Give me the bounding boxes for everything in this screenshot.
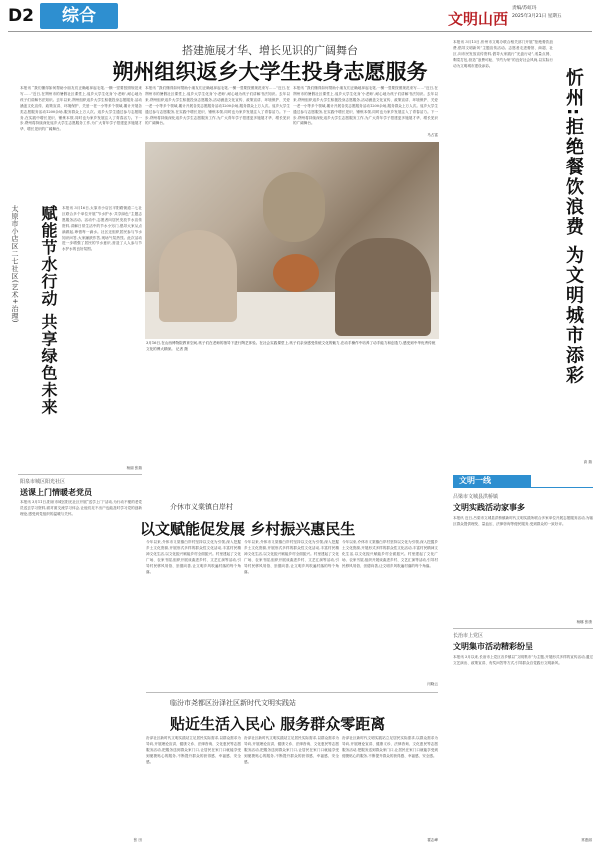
right-feature-title: 忻州:拒绝餐饮浪费 为文明城市添彩: [563, 68, 584, 386]
lead-byline: 马占富: [427, 133, 438, 137]
divider: [146, 692, 438, 693]
column-tag: 文明一线: [453, 475, 531, 487]
lead-body-col2: 本报讯 “我们懂得如何帮助小朋友们正确地拿起毛笔,一横一竖要按照规范来写……”近日,在朔州市的暑假社区课堂上,返乡大学生化身‘小老师’,耐心地为孩子们讲解书法知识。去年以来,朔州组织返乡大学生积极投身志愿服务,活动涵盖文化宣传、政策宣讲、环境保护、关爱一老一小等多个领域,累计开展各类志愿服务活动1200余场,服务群众上万人次。返乡大学生通过参与志愿服务,在实践中增长见识、锤炼本领,同时也为家乡发展注入了青春活力。下一步,朔州将持续深化返乡大学生志愿服务工作,为广大青年学子搭建更多施展才华、增长见识的广阔舞台。: [145, 86, 290, 126]
left-article-title: 赋能节水行动 共享绿色未来: [39, 205, 58, 416]
low-body-col1: 汾泽社区新时代文明实践站立足居民实际需求,以群众需求为导向,开展理论宣讲、健康义诊、法律咨询、文化惠民等志愿服务活动,把服务送到群众家门口,让居民在家门口就能享受到便捷贴心的服务,不断提升群众的获得感、幸福感、安全感。: [146, 736, 241, 764]
mid-article-kicker: 介休市义棠镇白岸村: [170, 503, 233, 511]
right-item1-title: 文明实践活动家事多: [453, 503, 525, 512]
section-label: 综合: [40, 3, 118, 29]
photo-caption: 3月16日,在山西博物院教育空间,孩子们在老师的指导下进行陶艺体验。在社会实践课堂上,孩子们亲身感受传统文化的魅力,在动手操作中培养了动手能力和创造力,感受到中华优秀传统文化的博大精深。 记者 摄: [146, 341, 436, 351]
lead-title: 朔州组织返乡大学生投身志愿服务: [112, 60, 428, 84]
mid-byline: 闫晓云: [427, 682, 438, 686]
brand-logo: 文明山西: [448, 10, 509, 28]
mid-body-col1: 今年以来,介休市义棠镇白岸村坚持以文化为引领,深入挖掘乡土文化资源,开展形式多样的群众性文化活动,丰富村民精神文化生活,以文化振兴赋能乡村全面振兴。村里建起了文化广场、农家书屋,组织开展戏曲进乡村、文艺汇演等活动,引导村民移风易俗、崇德向善,让文明乡风吹遍村落的每个角落。: [146, 540, 241, 574]
lead-body-col1: 本报讯 “我们懂得如何帮助小朋友们正确地拿起毛笔,一横一竖要按照规范来写……”近日,在朔州市的暑假社区课堂上,返乡大学生化身‘小老师’,耐心地为孩子们讲解书法知识。去年以来,朔州组织返乡大学生积极投身志愿服务,活动涵盖文化宣传、政策宣讲、环境保护、关爱一老一小等多个领域,累计开展各类志愿服务活动1200余场,服务群众上万人次。返乡大学生通过参与志愿服务,在实践中增长见识、锤炼本领,同时也为家乡发展注入了青春活力。下一步,朔州将持续深化返乡大学生志愿服务工作,为广大青年学子搭建更多施展才华、增长见识的广阔舞台。: [20, 86, 142, 132]
mid-body-col3: 今年以来,介休市义棠镇白岸村坚持以文化为引领,深入挖掘乡土文化资源,开展形式多样的群众性文化活动,丰富村民精神文化生活,以文化振兴赋能乡村全面振兴。村里建起了文化广场、农家书屋,组织开展戏曲进乡村、文艺汇演等活动,引导村民移风易俗、崇德向善,让文明乡风吹遍村落的每个角落。: [342, 540, 438, 568]
lead-photo: [145, 142, 439, 339]
left-article-body: 本报讯 3月16日,太原市小店区平阳路街道二七社区联合多个单位开展“节水护水·共享绿色”主题志愿服务活动。活动中,志愿者向居民发放节水宣传资料,讲解日常生活中的节水小窍门,倡导大家从点滴做起,珍惜每一滴水。社区还组织居民参与节水知识问答,大家踊跃作答,现场气氛热烈。此次活动进一步增强了居民的节水意识,营造了人人参与节水护水的良好氛围。: [62, 206, 142, 252]
header-divider: [8, 31, 592, 32]
right-item1-byline: 杨娜 张康: [576, 620, 592, 624]
lead-kicker: 搭建施展才华、增长见识的广阔舞台: [182, 44, 358, 57]
low-article-title: 贴近生活入民心 服务群众零距离: [170, 715, 386, 733]
right-item2-byline: 常惠丽: [581, 838, 592, 842]
right-item2-kicker: 长治市上党区: [453, 633, 484, 639]
editor-line: 责编/苏虹玛: [512, 6, 537, 11]
date-line: 2025年3月21日 星期五: [512, 14, 562, 19]
low-article-kicker: 临汾市尧都区汾泽社区新时代文明实践站: [170, 699, 296, 707]
divider: [453, 628, 593, 629]
left-bottom-kicker: 阳泉市城区阳光社区: [20, 479, 66, 485]
divider: [18, 474, 142, 475]
right-feature-body: 本报讯 3月13日,忻州市文明办联合相关部门开展“拒绝餐饮浪费,倡导文明新风”主题宣传活动。志愿者走进餐馆、商超、社区,向市民发放宣传资料,倡导大家践行“光盘行动”,适量点餐、剩菜打包,营造“浪费可耻、节约为荣”的良好社会风尚,以实际行动为文明城市建设添彩。: [453, 40, 553, 68]
left-bottom-byline: 张 田: [133, 838, 142, 842]
left-article-byline: 杨丽 张瑞: [126, 466, 142, 470]
right-item2-body: 本报讯 3月以来,长治市上党区各乡镇以“文明集市”为主题,开展形式多样的宣传活动,通过文艺演出、政策宣讲、有奖问答等方式,引导群众自觉践行文明新风。: [453, 655, 593, 665]
left-article-subtitle: 太原市小店区二七社区(艺术+治理): [11, 205, 19, 323]
low-body-col2: 汾泽社区新时代文明实践站立足居民实际需求,以群众需求为导向,开展理论宣讲、健康义诊、法律咨询、文化惠民等志愿服务活动,把服务送到群众家门口,让居民在家门口就能享受到便捷贴心的服务,不断提升群众的获得感、幸福感、安全感。: [244, 736, 339, 764]
header-meta: [512, 5, 561, 21]
mid-article-title: 以文赋能促发展 乡村振兴惠民生: [140, 520, 356, 538]
low-body-col3: 汾泽社区新时代文明实践站立足居民实际需求,以群众需求为导向,开展理论宣讲、健康义诊、法律咨询、文化惠民等志愿服务活动,把服务送到群众家门口,让居民在家门口就能享受到便捷贴心的服务,不断提升群众的获得感、幸福感、安全感。: [342, 736, 438, 758]
right-item1-kicker: 吕梁市文城县洪桥镇: [453, 494, 499, 500]
right-item2-title: 文明集市活动精彩纷呈: [453, 642, 533, 651]
lead-body-col3: 本报讯 “我们懂得如何帮助小朋友们正确地拿起毛笔,一横一竖要按照规范来写……”近日,在朔州市的暑假社区课堂上,返乡大学生化身‘小老师’,耐心地为孩子们讲解书法知识。去年以来,朔州组织返乡大学生积极投身志愿服务,活动涵盖文化宣传、政策宣讲、环境保护、关爱一老一小等多个领域,累计开展各类志愿服务活动1200余场,服务群众上万人次。返乡大学生通过参与志愿服务,在实践中增长见识、锤炼本领,同时也为家乡发展注入了青春活力。下一步,朔州将持续深化返乡大学生志愿服务工作,为广大青年学子搭建更多施展才华、增长见识的广阔舞台。: [293, 86, 438, 126]
low-byline: 霍志峰: [427, 838, 438, 842]
left-bottom-body: 本报讯 3月11日,阳泉市城区阳光社区开展“送学上门”活动,为行动不便的老党员送去学习资料,面对面交流学习体会,让他们足不出户也能及时学习党的创新理论,感受到党组织的温暖与关怀。: [20, 500, 142, 516]
right-feature-byline: 高 瑞: [583, 460, 592, 464]
page-number: D2: [8, 6, 34, 26]
right-item1-body: 本报讯 近日,吕梁市文城县洪桥镇新时代文明实践所联合多家单位开展志愿服务活动,为辖区群众提供理发、量血压、法律咨询等便民服务,受到群众的一致好评。: [453, 516, 593, 526]
mid-body-col2: 今年以来,介休市义棠镇白岸村坚持以文化为引领,深入挖掘乡土文化资源,开展形式多样的群众性文化活动,丰富村民精神文化生活,以文化振兴赋能乡村全面振兴。村里建起了文化广场、农家书屋,组织开展戏曲进乡村、文艺汇演等活动,引导村民移风易俗、崇德向善,让文明乡风吹遍村落的每个角落。: [244, 540, 339, 574]
left-bottom-title: 送课上门情暖老党员: [20, 488, 92, 497]
column-tag-rule: [453, 487, 593, 488]
